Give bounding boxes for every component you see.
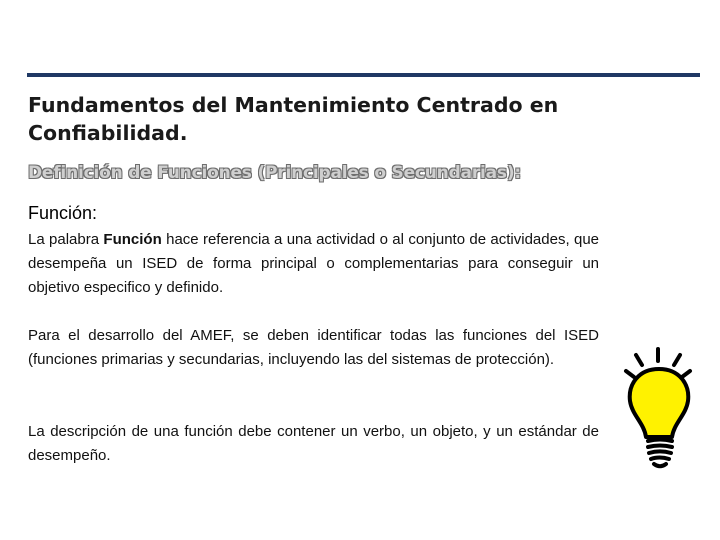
- section-subtitle: Definición de Funciones (Principales o Secundarias):: [28, 163, 521, 183]
- paragraph1-bold-term: Función: [103, 231, 162, 248]
- paragraph1-rest: hace referencia a una actividad o al conjunto de actividades, que desempeña un ISED de forma principal o complementarias para conseguir un objetivo especifico y definido.: [28, 231, 599, 296]
- paragraph1-lead: La palabra: [28, 231, 104, 248]
- paragraph-function-definition: [28, 228, 599, 300]
- paragraph-function-description: La descripción de una función debe contener un verbo, un objeto, y un estándar de desempeño.: [28, 423, 599, 464]
- function-heading: Función:: [28, 203, 98, 223]
- paragraph-amef: Para el desarrollo del AMEF, se deben identificar todas las funciones del ISED (funciones primarias y secundarias, incluyendo las del sistemas de protección).: [28, 327, 599, 368]
- title-divider: [27, 73, 700, 77]
- slide-title: Fundamentos del Mantenimiento Centrado en Confiabilidad.: [28, 93, 559, 145]
- lightbulb-icon: [618, 343, 700, 471]
